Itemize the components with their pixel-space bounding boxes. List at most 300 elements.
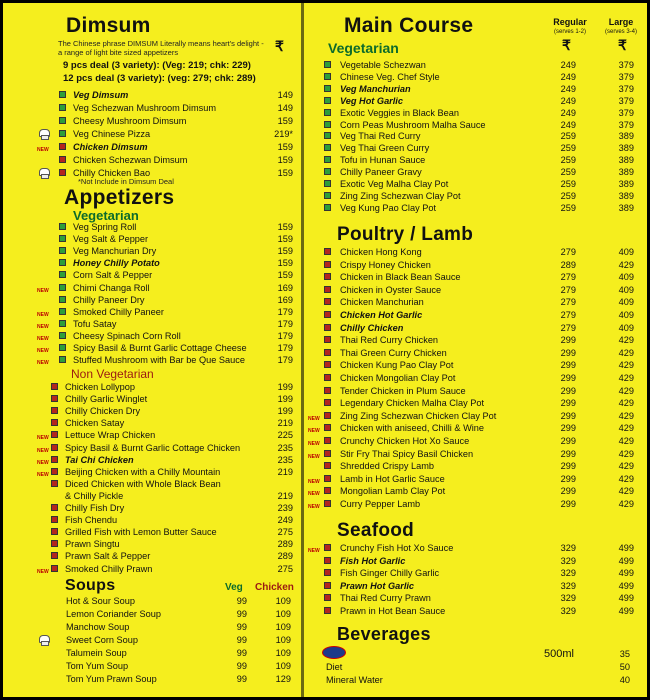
veg-mark-icon	[59, 235, 66, 242]
item-price: 159	[277, 270, 293, 281]
menu-item-row	[304, 142, 647, 154]
large-price: 499	[618, 593, 634, 604]
nonveg-mark-icon	[51, 431, 58, 438]
menu-item-row	[304, 259, 647, 271]
regular-price: 249	[560, 95, 576, 106]
soup-veg-price: 99	[236, 596, 247, 606]
soup-row	[3, 621, 301, 633]
item-name: Veg Thai Red Curry	[340, 131, 421, 142]
menu-item-row	[304, 542, 647, 554]
menu-item-row	[3, 526, 301, 538]
large-price: 379	[618, 107, 634, 118]
beverage-price: 50	[619, 662, 630, 672]
item-price: 289	[277, 539, 293, 550]
beverage-price: 40	[619, 675, 630, 685]
menu-item-row	[304, 271, 647, 283]
menu-item-row	[304, 359, 647, 371]
large-price: 409	[618, 272, 634, 283]
chef-hat-icon	[39, 635, 53, 645]
item-name: Veg Kung Pao Clay Pot	[340, 202, 437, 213]
regular-price: 259	[560, 155, 576, 166]
nonveg-mark-icon	[51, 565, 58, 572]
item-name: Cheesy Mushroom Dimsum	[73, 116, 187, 126]
item-name: Smoked Chilly Paneer	[73, 306, 164, 317]
menu-item-row	[304, 473, 647, 485]
soup-veg-price: 99	[236, 635, 247, 645]
menu-item-row	[304, 410, 647, 422]
soup-row	[3, 634, 301, 646]
item-price: 159	[277, 142, 293, 152]
new-badge: NEW	[308, 548, 320, 554]
menu-item-row	[3, 466, 301, 478]
menu-item-row	[3, 538, 301, 550]
rupee-icon-large: ₹	[618, 37, 627, 53]
large-price: 379	[618, 119, 634, 130]
item-price: 159	[277, 258, 293, 269]
dimsum-note: The Chinese phrase DIMSUM Literally means heart's delight - a range of light bite sized appetizers	[58, 39, 264, 57]
nonveg-mark-icon	[59, 143, 66, 150]
item-name: Honey Chilly Potato	[73, 258, 160, 269]
soup-chicken-price: 109	[275, 648, 291, 658]
item-name: Smoked Chilly Prawn	[65, 563, 153, 574]
veg-mark-icon	[324, 97, 331, 104]
soup-veg-price: 99	[236, 648, 247, 658]
item-name: Prawn Singtu	[65, 539, 120, 550]
menu-item-row	[3, 269, 301, 281]
menu-item-row	[3, 257, 301, 269]
appetizers-veg-heading: Vegetarian	[73, 208, 139, 223]
regular-price: 299	[560, 385, 576, 396]
menu-item-row	[304, 435, 647, 447]
new-badge: NEW	[37, 459, 49, 466]
menu-item-row	[3, 563, 301, 575]
soup-name: Hot & Sour Soup	[66, 596, 135, 606]
item-name: Chicken with aniseed, Chilli & Wine	[340, 423, 484, 434]
soup-name: Sweet Corn Soup	[66, 635, 139, 645]
nonveg-mark-icon	[324, 475, 331, 482]
large-price: 429	[618, 385, 634, 396]
regular-price: 249	[560, 107, 576, 118]
item-price: 169	[277, 282, 293, 293]
menu-item-row	[3, 115, 301, 127]
menu-item-row	[3, 405, 301, 417]
item-name: Chicken in Oyster Sauce	[340, 284, 442, 295]
soup-row	[3, 673, 301, 685]
item-name: Curry Pepper Lamb	[340, 499, 421, 509]
soup-name: Talumein Soup	[66, 648, 127, 658]
large-price: 499	[618, 543, 634, 553]
rupee-icon: ₹	[275, 38, 284, 54]
menu-item-row	[304, 605, 647, 617]
menu-item-row	[304, 59, 647, 71]
veg-mark-icon	[59, 296, 66, 303]
large-price: 389	[618, 143, 634, 154]
item-name: Chicken Satay	[65, 418, 125, 429]
item-price: 169	[277, 294, 293, 305]
veg-mark-icon	[59, 284, 66, 291]
soup-veg-price: 99	[236, 622, 247, 632]
item-name: Veg Thai Green Curry	[340, 143, 430, 154]
large-price: 389	[618, 131, 634, 142]
item-price: 249	[277, 515, 293, 526]
item-name: Thai Red Curry Chicken	[340, 335, 439, 346]
new-badge: NEW	[37, 147, 49, 153]
new-badge: NEW	[37, 471, 49, 478]
regular-header	[552, 17, 588, 37]
item-name: Fish Hot Garlic	[340, 555, 406, 566]
veg-mark-icon	[324, 204, 331, 211]
dimsum-deal-12: 12 pcs deal (3 variety): (veg: 279; chk: 289)	[63, 73, 256, 84]
dimsum-deal-9: 9 pcs deal (3 variety): (Veg: 219; chk: 229)	[63, 60, 251, 71]
menu-item-row	[3, 454, 301, 466]
item-name: Fish Ginger Chilly Garlic	[340, 568, 440, 579]
soup-veg-price: 99	[236, 661, 247, 671]
chef-hat-icon	[39, 168, 53, 178]
menu-item-row	[3, 141, 301, 153]
menu-item-row	[304, 592, 647, 604]
item-name: Zing Zing Schezwan Clay Pot	[340, 190, 461, 201]
veg-mark-icon	[324, 73, 331, 80]
nonveg-mark-icon	[324, 557, 331, 564]
item-name: Exotic Veg Malha Clay Pot	[340, 179, 449, 189]
nonveg-mark-icon	[51, 552, 58, 559]
veg-mark-icon	[59, 356, 66, 363]
large-price: 409	[618, 297, 634, 308]
menu-item-row	[3, 318, 301, 330]
soup-chicken-price: 129	[275, 674, 291, 684]
regular-price: 329	[560, 606, 576, 616]
menu-item-row	[304, 284, 647, 296]
nonveg-mark-icon	[51, 419, 58, 426]
nonveg-mark-icon	[324, 311, 331, 318]
item-name: Chicken Schezwan Dimsum	[73, 155, 188, 165]
soup-name: Manchow Soup	[66, 622, 130, 632]
menu-item-row	[304, 372, 647, 384]
item-name: Chicken Lollypop	[65, 382, 135, 392]
large-price: 429	[618, 461, 634, 472]
menu-item-row	[3, 550, 301, 562]
menu-item-row	[3, 393, 301, 405]
nonveg-mark-icon	[59, 156, 66, 163]
nonveg-mark-icon	[51, 504, 58, 511]
menu-item-row	[304, 246, 647, 258]
menu-item-row	[304, 130, 647, 142]
veg-mark-icon	[324, 121, 331, 128]
new-badge: NEW	[308, 441, 320, 447]
rupee-icon-regular: ₹	[562, 37, 571, 53]
menu-item-row	[304, 119, 647, 131]
soup-row	[3, 608, 301, 620]
item-name: Corn Salt & Pepper	[73, 270, 153, 281]
nonveg-mark-icon	[51, 456, 58, 463]
menu-item-row	[3, 514, 301, 526]
large-price: 389	[618, 167, 634, 178]
menu-item-row	[304, 397, 647, 409]
nonveg-mark-icon	[324, 607, 331, 614]
soup-chicken-price: 109	[275, 622, 291, 632]
regular-price: 299	[560, 461, 576, 472]
menu-item-row	[3, 306, 301, 318]
nonveg-mark-icon	[324, 349, 331, 356]
soup-row	[3, 595, 301, 607]
large-sub: (serves 3-4)	[604, 29, 637, 35]
item-price: 179	[277, 306, 293, 317]
veg-mark-icon	[324, 192, 331, 199]
menu-item-row	[304, 178, 647, 190]
large-price: 429	[618, 448, 634, 459]
item-name: Chilly Chicken Dry	[65, 406, 141, 417]
large-price: 429	[618, 436, 634, 446]
menu-item-row	[304, 71, 647, 83]
menu-item-row	[304, 567, 647, 579]
veg-mark-icon	[59, 117, 66, 124]
menu-page	[3, 3, 647, 697]
item-name: Vegetable Schezwan	[340, 60, 426, 70]
menu-item-row	[304, 190, 647, 202]
menu-item-row	[304, 334, 647, 346]
beverage-row	[304, 661, 647, 673]
item-name: Corn Peas Mushroom Malha Sauce	[340, 119, 486, 130]
item-name: Lamb in Hot Garlic Sauce	[340, 473, 445, 484]
large-price: 429	[618, 360, 634, 371]
item-name: Spicy Basil & Burnt Garlic Cottage Cheese	[73, 343, 247, 353]
soups-col-chicken: Chicken	[255, 582, 294, 593]
nonveg-mark-icon	[324, 582, 331, 589]
item-name: Chicken in Black Bean Sauce	[340, 272, 461, 283]
soup-name: Lemon Coriander Soup	[66, 609, 161, 619]
item-name: Chicken Hot Garlic	[340, 310, 423, 320]
soup-veg-price: 99	[236, 674, 247, 684]
nonveg-mark-icon	[324, 399, 331, 406]
regular-price: 329	[560, 568, 576, 579]
item-name: Zing Zing Schezwan Chicken Clay Pot	[340, 410, 497, 421]
soups-title: Soups	[65, 577, 116, 594]
item-price: 159	[277, 222, 293, 232]
item-name: Prawn Hot Garlic	[340, 580, 415, 591]
regular-price: 259	[560, 179, 576, 189]
item-price: 199	[277, 394, 293, 405]
regular-price: 279	[560, 310, 576, 320]
item-name: Chicken Mongolian Clay Pot	[340, 373, 456, 383]
menu-item-row	[3, 233, 301, 245]
item-name: & Chilly Pickle	[65, 490, 124, 501]
beverage-row	[304, 648, 647, 660]
item-price: 159	[277, 168, 293, 178]
veg-mark-icon	[324, 61, 331, 68]
veg-mark-icon	[59, 104, 66, 111]
veg-mark-icon	[324, 168, 331, 175]
item-name: Prawn in Hot Bean Sauce	[340, 606, 446, 616]
new-badge: NEW	[308, 504, 320, 510]
regular-price: 299	[560, 499, 576, 509]
large-price: 409	[618, 284, 634, 295]
menu-item-row	[3, 442, 301, 454]
veg-mark-icon	[59, 259, 66, 266]
item-name: Cheesy Spinach Corn Roll	[73, 330, 181, 341]
nonveg-mark-icon	[324, 374, 331, 381]
veg-mark-icon	[324, 132, 331, 139]
item-price: 149	[277, 103, 293, 113]
large-price: 429	[618, 499, 634, 509]
veg-mark-icon	[59, 130, 66, 137]
large-price: 379	[618, 95, 634, 106]
nonveg-mark-icon	[324, 273, 331, 280]
item-name: Spicy Basil & Burnt Garlic Cottage Chicken	[65, 442, 241, 453]
regular-price: 279	[560, 297, 576, 308]
regular-price: 299	[560, 347, 576, 358]
new-badge: NEW	[308, 478, 320, 485]
menu-item-row	[304, 296, 647, 308]
large-price: 499	[618, 606, 634, 616]
new-badge: NEW	[37, 435, 49, 442]
large-price: 429	[618, 335, 634, 346]
regular-price: 279	[560, 322, 576, 333]
regular-price: 329	[560, 543, 576, 553]
regular-price: 299	[560, 473, 576, 484]
item-name: Chicken Manchurian	[340, 297, 424, 308]
regular-price: 299	[560, 360, 576, 371]
nonveg-mark-icon	[324, 569, 331, 576]
nonveg-mark-icon	[324, 298, 331, 305]
item-name: Chilly Paneer Gravy	[340, 167, 422, 178]
item-name: Legendary Chicken Malha Clay Pot	[340, 398, 485, 409]
nonveg-mark-icon	[51, 480, 58, 487]
item-name: Chicken Hong Kong	[340, 247, 422, 257]
item-name: Thai Red Curry Prawn	[340, 593, 431, 604]
menu-item-row	[3, 294, 301, 306]
regular-label: Regular	[553, 17, 587, 27]
new-badge: NEW	[308, 453, 320, 460]
beverage-name: Mineral Water	[326, 675, 383, 685]
item-name: Chilly Paneer Dry	[73, 294, 145, 305]
regular-price: 299	[560, 436, 576, 446]
menu-item-row	[3, 429, 301, 441]
menu-item-row	[3, 502, 301, 514]
item-price: 239	[277, 503, 293, 513]
large-price: 499	[618, 568, 634, 579]
item-name: Chilly Chicken Bao	[73, 168, 151, 178]
soup-veg-price: 99	[236, 609, 247, 619]
nonveg-mark-icon	[324, 324, 331, 331]
item-price: 235	[277, 454, 293, 465]
menu-item-row	[304, 485, 647, 497]
large-price: 499	[618, 555, 634, 566]
item-price: 179	[277, 355, 293, 366]
item-name: Shredded Crispy Lamb	[340, 461, 434, 472]
menu-item-row	[304, 422, 647, 434]
menu-item-row	[3, 102, 301, 114]
large-price: 379	[618, 60, 634, 70]
large-price: 389	[618, 190, 634, 201]
veg-mark-icon	[324, 180, 331, 187]
new-badge: NEW	[37, 447, 49, 454]
menu-item-row	[3, 128, 301, 140]
veg-mark-icon	[324, 85, 331, 92]
regular-price: 249	[560, 60, 576, 70]
large-price: 389	[618, 155, 634, 166]
regular-price: 259	[560, 143, 576, 154]
large-price: 429	[618, 423, 634, 434]
soup-chicken-price: 109	[275, 635, 291, 645]
item-name: Veg Dimsum	[73, 90, 129, 100]
veg-mark-icon	[59, 247, 66, 254]
nonveg-mark-icon	[51, 395, 58, 402]
item-name: Veg Chinese Pizza	[73, 129, 151, 139]
item-name: Chilly Chicken	[340, 322, 404, 333]
menu-item-row	[304, 498, 647, 510]
item-name: Fish Chendu	[65, 515, 118, 526]
item-name: Mongolian Lamb Clay Pot	[340, 486, 446, 497]
nonveg-mark-icon	[324, 412, 331, 419]
large-price: 389	[618, 179, 634, 189]
regular-price: 279	[560, 284, 576, 295]
regular-price: 299	[560, 373, 576, 383]
nonveg-mark-icon	[324, 387, 331, 394]
large-price: 409	[618, 310, 634, 320]
soups-col-veg: Veg	[225, 582, 243, 593]
soup-chicken-price: 109	[275, 609, 291, 619]
nonveg-mark-icon	[51, 468, 58, 475]
item-name: Stuffed Mushroom with Bar be Que Sauce	[73, 355, 245, 366]
item-price: 275	[277, 527, 293, 538]
large-price: 379	[618, 71, 634, 82]
new-badge: NEW	[37, 568, 49, 575]
nonveg-mark-icon	[324, 248, 331, 255]
menu-item-row	[304, 580, 647, 592]
item-name: Crispy Honey Chicken	[340, 259, 431, 270]
item-price: 179	[277, 318, 293, 329]
regular-price: 249	[560, 83, 576, 94]
regular-price: 299	[560, 448, 576, 459]
new-badge: NEW	[37, 335, 49, 342]
beverage-price: 35	[619, 649, 630, 659]
new-badge: NEW	[37, 348, 49, 354]
veg-mark-icon	[59, 223, 66, 230]
item-name: Exotic Veggies in Black Bean	[340, 107, 459, 118]
regular-price: 259	[560, 190, 576, 201]
beverage-row	[304, 674, 647, 686]
regular-price: 299	[560, 486, 576, 497]
soup-name: Tom Yum Prawn Soup	[66, 674, 157, 684]
menu-item-row	[304, 309, 647, 321]
menu-item-row	[304, 555, 647, 567]
item-name: Tai Chi Chicken	[65, 454, 134, 465]
large-header	[604, 17, 638, 37]
nonveg-mark-icon	[51, 540, 58, 547]
main-course-title: Main Course	[344, 14, 474, 37]
regular-price: 259	[560, 202, 576, 213]
regular-price: 329	[560, 555, 576, 566]
large-price: 409	[618, 322, 634, 333]
regular-price: 249	[560, 119, 576, 130]
regular-price: 299	[560, 335, 576, 346]
nonveg-mark-icon	[324, 286, 331, 293]
nonveg-mark-icon	[324, 437, 331, 444]
menu-item-row	[3, 478, 301, 490]
menu-item-row	[304, 322, 647, 334]
item-name: Veg Manchurian Dry	[73, 246, 157, 257]
nonveg-mark-icon	[324, 261, 331, 268]
item-name: Crunchy Fish Hot Xo Sauce	[340, 543, 454, 553]
menu-item-row	[3, 330, 301, 342]
nonveg-mark-icon	[51, 516, 58, 523]
nonveg-mark-icon	[51, 383, 58, 390]
menu-item-row	[3, 245, 301, 257]
item-name: Stir Fry Thai Spicy Basil Chicken	[340, 448, 474, 459]
new-badge: NEW	[308, 491, 320, 498]
item-name: Chicken Kung Pao Clay Pot	[340, 360, 454, 371]
veg-mark-icon	[59, 344, 66, 351]
